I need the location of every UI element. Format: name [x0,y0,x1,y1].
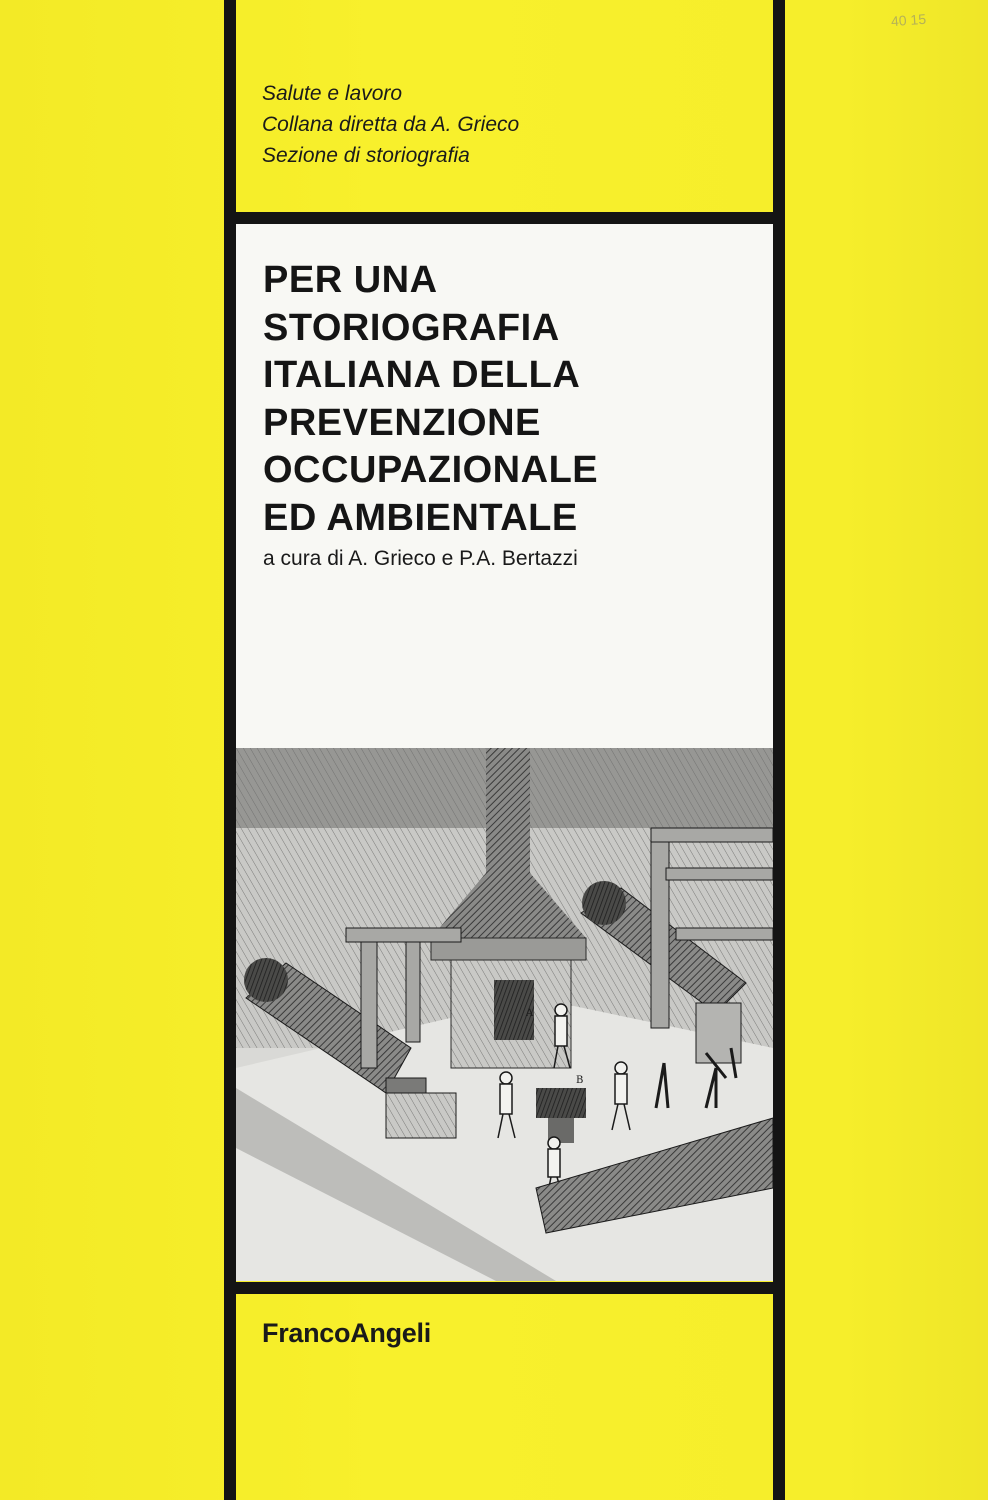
rule-below-series [224,212,785,224]
title-line: STORIOGRAFIA [263,306,560,349]
rule-above-publisher [224,1282,785,1294]
series-info [262,78,519,171]
title-line: OCCUPAZIONALE [263,449,599,491]
forge-engraving-illustration [236,748,773,1281]
chimney [486,748,530,873]
title-line: ITALIANA DELLA [263,354,581,396]
series-section: Sezione di storiografia [262,144,470,167]
series-name: Salute e lavoro [262,82,403,105]
series-director: Collana diretta da A. Grieco [262,113,520,136]
label-b: B [576,1075,584,1086]
editors-credit: a cura di A. Grieco e P.A. Bertazzi [263,547,578,570]
title-line: PREVENZIONE [263,401,541,444]
engraving-svg [236,748,773,1281]
stone-block [386,1093,456,1138]
left-vertical-rule [224,0,236,1500]
anvil [536,1088,586,1118]
right-vertical-rule [773,0,785,1500]
title-line: PER UNA [263,259,438,301]
book-title [263,257,598,542]
label-a: A [526,1008,534,1019]
publisher-logo: FrancoAngeli [262,1318,431,1348]
title-line: ED AMBIENTALE [263,496,578,539]
handwritten-corner-mark: 40 15 [890,10,927,30]
